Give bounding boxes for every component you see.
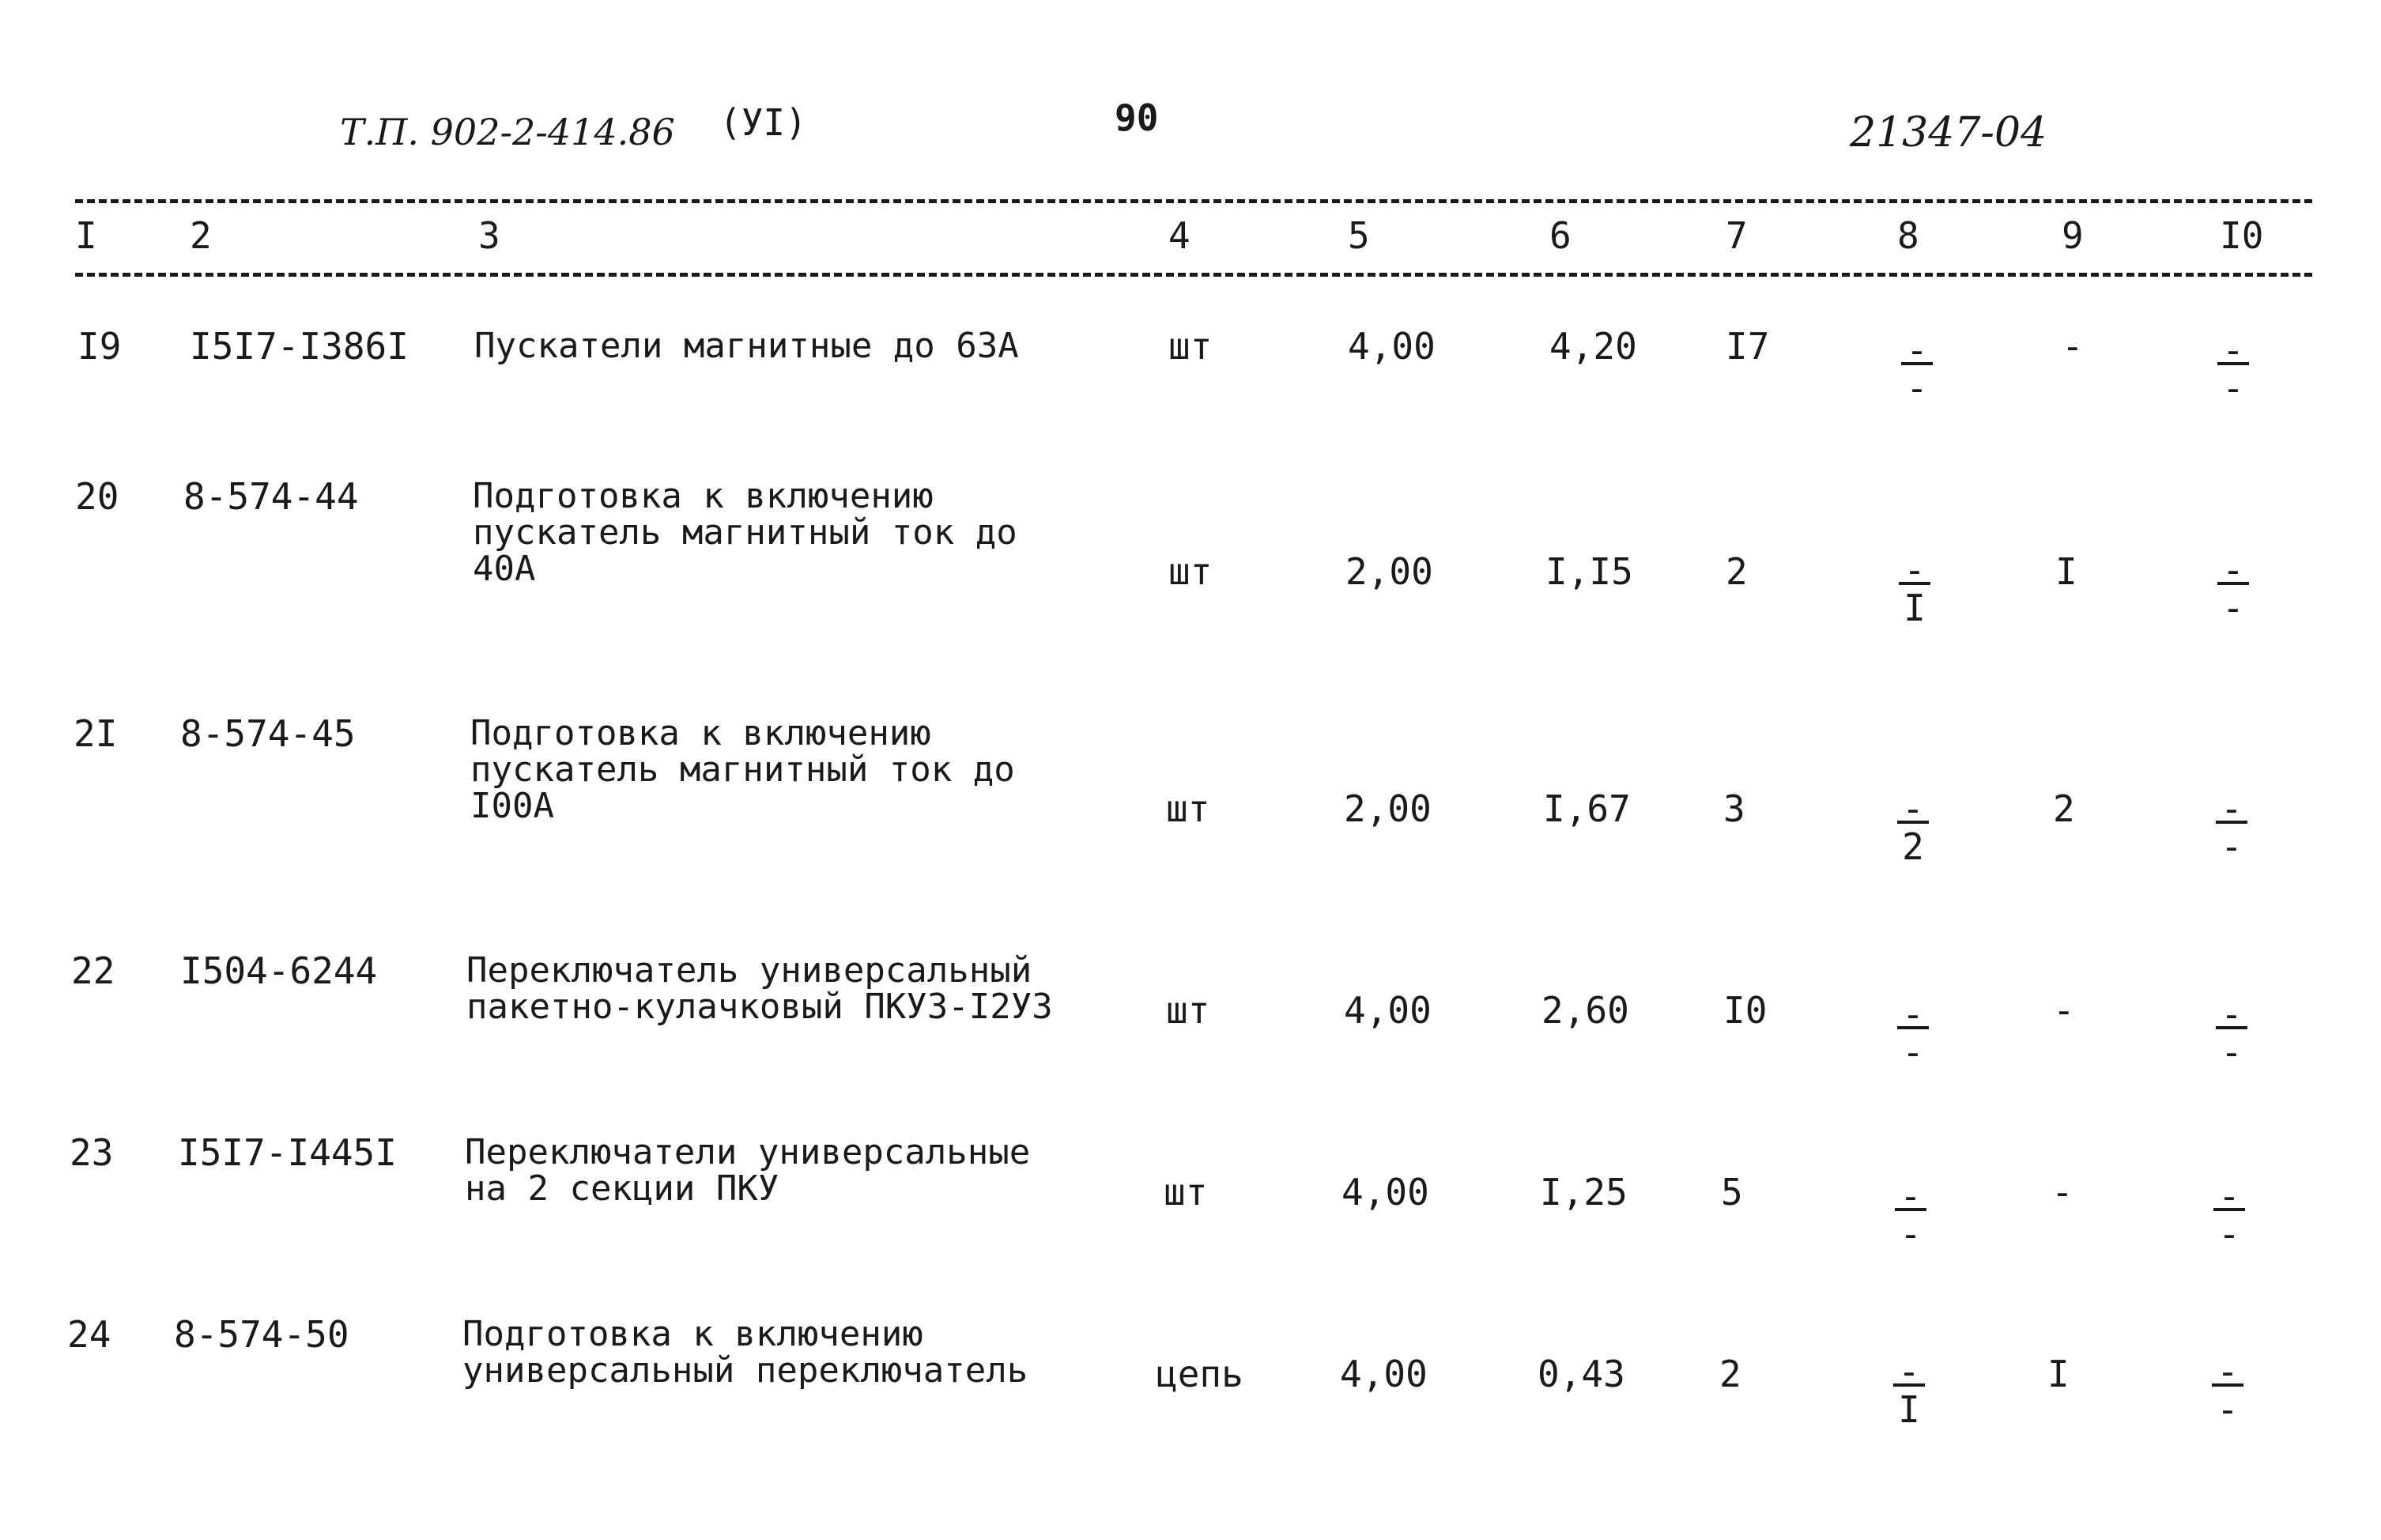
fraction-numerator: - [1906,329,1928,372]
col8-fraction [1891,549,1938,629]
column-header: 2 [190,214,212,257]
col9-value: - [2051,1171,2073,1214]
item-description: Пускатели магнитные до 63А [474,326,1019,366]
column-header: 6 [1549,214,1572,257]
fraction-denominator: - [2221,825,2243,868]
project-code: Т.П. 902-2-414.86 [340,111,675,153]
item-code: I5I7-I386I [190,325,409,368]
fraction-denominator: - [1900,1213,1922,1255]
col7-value: 3 [1723,787,1745,830]
item-unit: шт [1168,325,1213,368]
col7-value: 2 [1719,1353,1741,1395]
item-description: Подготовка к включению универсальный переключатель [462,1314,1028,1391]
item-code: 8-574-45 [180,712,356,755]
col5-value: 4,00 [1348,325,1436,368]
col6-value: 0,43 [1538,1353,1625,1395]
fraction-denominator: - [2222,587,2244,629]
column-header: I [75,214,97,257]
col9-value: 2 [2053,787,2075,830]
col6-value: I,25 [1540,1171,1628,1214]
col5-value: 2,00 [1345,550,1433,593]
col6-value: I,67 [1543,787,1631,830]
col9-value: I [2055,550,2077,593]
col6-value: 4,20 [1549,325,1637,368]
col7-value: I7 [1726,325,1770,368]
row-number: 23 [70,1131,114,1174]
col10-fraction [2208,787,2255,868]
fraction-denominator: I [1904,587,1926,629]
col6-value: I,I5 [1545,550,1633,593]
col8-fraction [1887,1175,1934,1255]
col10-fraction [2206,1175,2253,1255]
item-unit: шт [1166,787,1210,830]
fraction-numerator: - [2221,787,2243,830]
fraction-numerator: - [1900,1175,1922,1217]
fraction-denominator: - [2218,1213,2240,1255]
column-header: I0 [2220,214,2264,257]
row-number: 22 [71,949,115,992]
column-header: 7 [1726,214,1748,257]
col5-value: 4,00 [1344,989,1432,1032]
col8-fraction [1889,993,1937,1074]
fraction-denominator: I [1898,1388,1920,1431]
page-number: 90 [1115,96,1159,139]
item-code: I504-6244 [180,949,378,992]
column-header: 3 [478,214,500,257]
volume-label: (УI) [719,101,807,144]
col9-value: - [2053,989,2075,1032]
fraction-numerator: - [1902,787,1924,830]
row-number: I9 [77,325,122,368]
col10-fraction [2204,1350,2251,1431]
column-header: 4 [1168,214,1190,257]
fraction-denominator: - [1902,1031,1924,1074]
document-number: 21347-04 [1850,109,2047,157]
fraction-numerator: - [1898,1350,1920,1393]
fraction-numerator: - [2218,1175,2240,1217]
item-unit: шт [1168,550,1213,593]
col10-fraction [2209,329,2257,410]
header-top-rule [75,199,2312,203]
col7-value: 5 [1721,1171,1743,1214]
column-header: 8 [1897,214,1919,257]
column-header: 9 [2062,214,2084,257]
col6-value: 2,60 [1541,989,1629,1032]
col9-value: - [2062,325,2084,368]
fraction-denominator: - [2222,367,2244,410]
item-code: 8-574-50 [174,1313,349,1356]
col8-fraction [1893,329,1941,410]
item-description: Подготовка к включению пускатель магнитный ток до 40А [473,476,1017,589]
row-number: 2I [74,712,118,755]
col10-fraction [2209,549,2257,629]
fraction-denominator: - [1906,367,1928,410]
row-number: 24 [67,1313,111,1356]
fraction-numerator: - [1904,549,1926,591]
col8-fraction [1889,787,1937,868]
item-description: Переключатель универсальный пакетно-кулачковый ПКУЗ-I2УЗ [466,950,1053,1027]
item-description: Подготовка к включению пускатель магнитный ток до I00А [470,713,1015,826]
col9-value: I [2047,1353,2070,1395]
col5-value: 4,00 [1340,1353,1428,1395]
item-description: Переключатели универсальные на 2 секции ПКУ [465,1132,1031,1209]
header-bottom-rule [75,273,2312,277]
fraction-numerator: - [2222,549,2244,591]
fraction-numerator: - [2217,1350,2239,1393]
fraction-denominator: - [2221,1031,2243,1074]
fraction-denominator: - [2217,1388,2239,1431]
item-unit: шт [1164,1171,1208,1214]
column-header: 5 [1348,214,1370,257]
col5-value: 2,00 [1344,787,1432,830]
col8-fraction [1885,1350,1933,1431]
item-code: I5I7-I445I [178,1131,397,1174]
fraction-denominator: 2 [1902,825,1924,868]
row-number: 20 [75,475,119,518]
item-code: 8-574-44 [183,475,359,518]
col7-value: 2 [1726,550,1748,593]
fraction-numerator: - [2221,993,2243,1036]
col10-fraction [2208,993,2255,1074]
col5-value: 4,00 [1341,1171,1429,1214]
item-unit: цепь [1156,1353,1243,1395]
fraction-numerator: - [1902,993,1924,1036]
fraction-numerator: - [2222,329,2244,372]
item-unit: шт [1166,989,1210,1032]
col7-value: I0 [1723,989,1768,1032]
